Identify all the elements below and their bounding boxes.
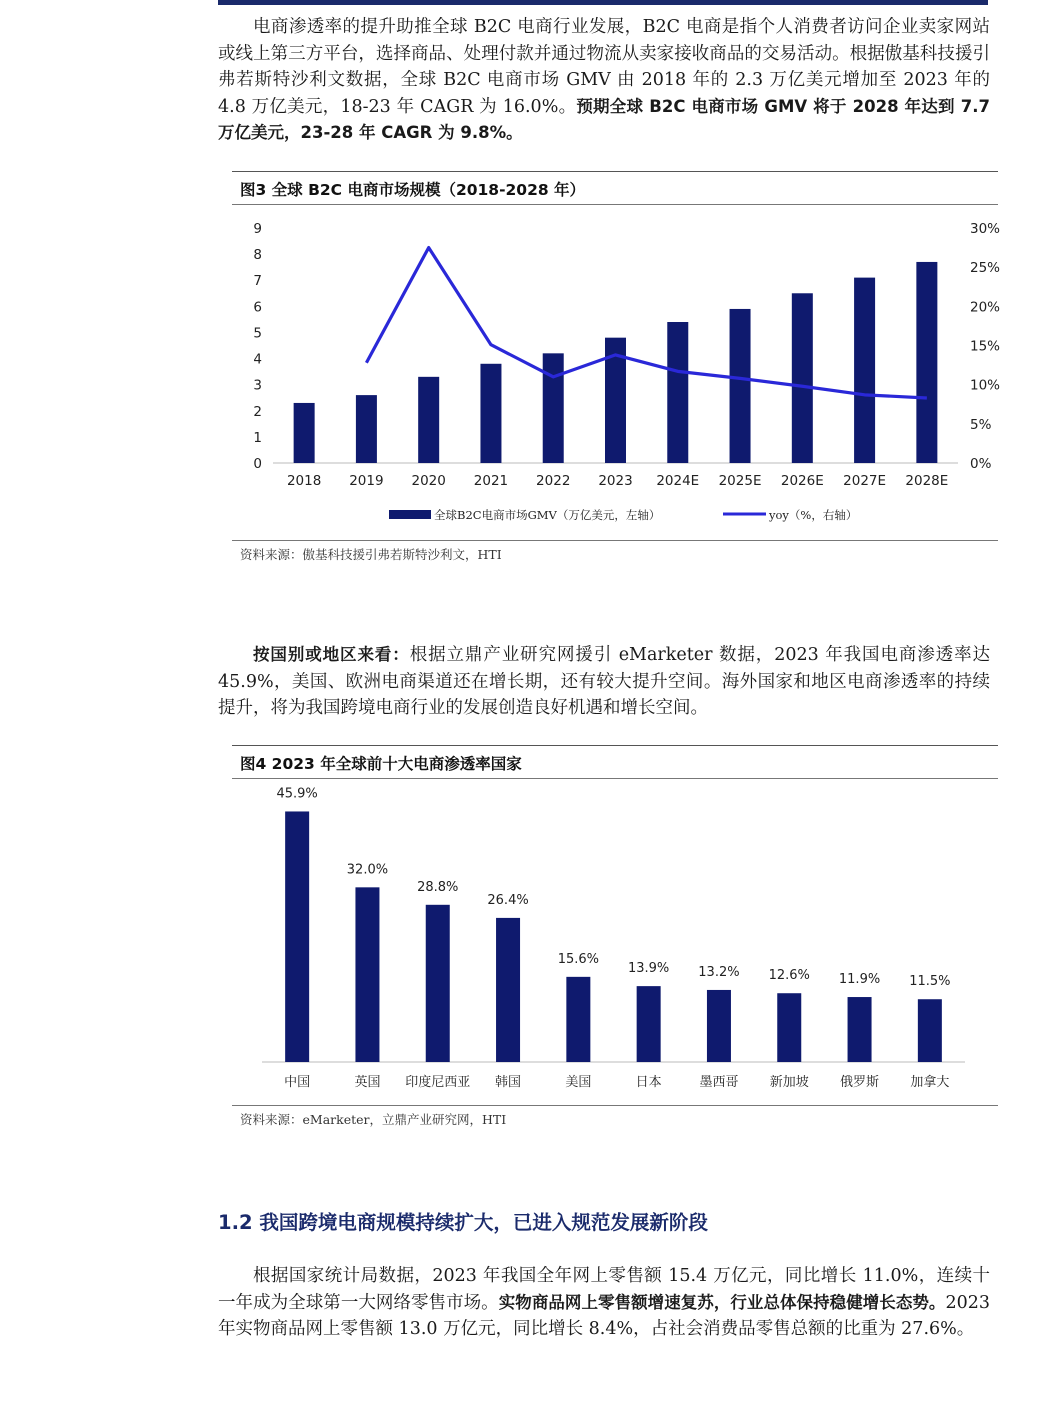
fig3-bar <box>667 322 688 463</box>
fig3-right-tick-label: 15% <box>970 338 1001 355</box>
fig3-x-tick-label: 2020 <box>411 473 446 489</box>
fig4-x-tick-label: 俄罗斯 <box>840 1075 880 1090</box>
section-text-c: 2023 年实物商品网上零售额 13.0 万亿元，同比增长 8.4%，占社会消费品零售总额的比重为 27.6%。 <box>218 1292 991 1339</box>
section-paragraph <box>218 1263 990 1343</box>
fig4-bar <box>637 986 661 1062</box>
fig3-left-tick-label: 1 <box>253 429 262 446</box>
fig4-x-tick-label: 墨西哥 <box>699 1075 739 1090</box>
fig4-data-label: 45.9% <box>276 786 318 802</box>
intro-bold-text: 预期全球 B2C 电商市场 GMV 将于 2028 年达到 7.7 万亿美元，23-28 年 CAGR 为 9.8%。 <box>218 96 990 142</box>
fig4-bar <box>707 990 731 1062</box>
figure3-source: 资料来源：傲基科技援引弗若斯特沙利文，HTI <box>240 547 502 562</box>
fig3-x-tick-label: 2019 <box>349 473 384 489</box>
fig4-bar <box>777 993 801 1062</box>
fig4-x-tick-label: 美国 <box>565 1075 592 1090</box>
fig3-left-tick-label: 4 <box>253 351 262 368</box>
fig3-left-tick-label: 2 <box>253 403 262 420</box>
fig4-x-tick-label: 新加坡 <box>769 1075 809 1090</box>
fig3-x-tick-label: 2023 <box>598 473 633 489</box>
fig4-data-label: 13.2% <box>698 964 740 980</box>
fig4-data-label: 11.9% <box>838 972 881 988</box>
country-lead: 按国别或地区来看： <box>253 645 410 664</box>
fig4-data-label: 12.6% <box>768 968 810 984</box>
figure4-source: 资料来源：eMarketer，立鼎产业研究网，HTI <box>240 1112 507 1127</box>
fig3-x-tick-label: 2018 <box>286 473 322 489</box>
fig4-data-label: 13.9% <box>627 961 670 977</box>
fig3-legend-line-label: yoy（%，右轴） <box>769 508 858 522</box>
fig4-x-tick-label: 加拿大 <box>910 1075 950 1090</box>
fig3-x-tick-label: 2024E <box>656 473 700 489</box>
fig4-x-tick-label: 日本 <box>635 1075 662 1090</box>
section-heading: 1.2 我国跨境电商规模持续扩大，已进入规范发展新阶段 <box>218 1211 708 1234</box>
fig4-x-tick-label: 英国 <box>354 1075 381 1090</box>
fig4-bar <box>566 977 590 1062</box>
fig3-bar <box>543 353 564 463</box>
fig4-data-label: 26.4% <box>487 892 529 908</box>
fig4-data-label: 11.5% <box>909 974 951 990</box>
section-bold-text: 实物商品网上零售额增速复苏，行业总体保持稳健增长态势。 <box>498 1292 946 1312</box>
fig3-bar <box>356 395 377 463</box>
fig3-left-tick-label: 8 <box>253 247 262 264</box>
fig3-bar <box>418 377 439 463</box>
fig3-legend-bar-swatch <box>389 510 431 519</box>
fig3-x-tick-label: 2028E <box>905 473 949 489</box>
fig4-x-tick-label: 韩国 <box>495 1075 522 1090</box>
fig3-legend-bar-label: 全球B2C电商市场GMV（万亿美元，左轴） <box>434 508 661 522</box>
fig4-bar <box>496 918 520 1062</box>
fig3-bar <box>730 309 751 463</box>
fig3-bar <box>480 364 501 463</box>
fig3-bar <box>294 403 315 463</box>
fig3-x-tick-label: 2027E <box>843 473 887 489</box>
fig3-bar <box>854 278 875 463</box>
fig4-data-label: 28.8% <box>417 879 459 895</box>
fig3-yoy-line <box>366 248 926 398</box>
fig3-bar <box>792 293 813 463</box>
fig4-data-label: 32.0% <box>346 862 389 878</box>
figure3-title: 图3 全球 B2C 电商市场规模（2018-2028 年） <box>240 181 586 199</box>
fig3-x-tick-label: 2026E <box>780 473 824 489</box>
fig3-x-tick-label: 2025E <box>718 473 762 489</box>
fig4-bar <box>426 905 450 1062</box>
fig4-bar <box>285 811 309 1062</box>
fig3-x-tick-label: 2021 <box>473 473 509 489</box>
fig3-right-tick-label: 5% <box>970 416 992 433</box>
fig4-x-tick-label: 中国 <box>284 1075 311 1090</box>
fig4-bar <box>355 887 379 1062</box>
fig3-right-tick-label: 30% <box>970 221 1001 237</box>
fig4-x-tick-label: 印度尼西亚 <box>405 1075 471 1090</box>
fig3-right-tick-label: 10% <box>970 377 1001 394</box>
fig3-right-tick-label: 25% <box>970 260 1001 277</box>
intro-text: 电商渗透率的提升助推全球 B2C 电商行业发展，B2C 电商是指个人消费者访问企业卖家网站或线上第三方平台，选择商品、处理付款并通过物流从卖家接收商品的交易活动。根据傲基科技援引弗若斯特沙利文数据，全球 B2C 电商市场 GMV 由 2018 年的 2.3 万亿美元增加至 2023 年的 4.8 万亿美元，18-23 年 CAGR 为 16.0%。 <box>218 17 990 117</box>
fig3-right-tick-label: 20% <box>970 299 1001 316</box>
fig3-left-tick-label: 0 <box>253 456 262 472</box>
section-text-a: 根据国家统计局数据，2023 年我国全年网上零售额 15.4 万亿元，同比增长 11.0%，连续十一年成为全球第一大网络零售市场。 <box>218 1266 990 1313</box>
fig3-left-tick-label: 6 <box>253 299 262 316</box>
fig4-data-label: 15.6% <box>557 951 600 967</box>
fig4-bar <box>918 999 942 1062</box>
fig3-left-tick-label: 3 <box>253 377 262 394</box>
fig3-left-tick-label: 7 <box>253 273 262 290</box>
fig3-bar <box>916 262 937 463</box>
fig3-x-tick-label: 2022 <box>536 473 571 489</box>
fig3-left-tick-label: 5 <box>253 325 262 342</box>
fig3-right-tick-label: 0% <box>970 456 992 472</box>
figure4-title: 图4 2023 年全球前十大电商渗透率国家 <box>240 755 522 773</box>
fig4-bar <box>848 997 872 1062</box>
country-text: 根据立鼎产业研究网援引 eMarketer 数据，2023 年我国电商渗透率达 45.9%，美国、欧洲电商渠道还在增长期，还有较大提升空间。海外国家和地区电商渗透率的持续提升，将为我国跨境电商行业的发展创造良好机遇和增长空间。 <box>218 645 990 718</box>
fig3-left-tick-label: 9 <box>253 221 262 237</box>
